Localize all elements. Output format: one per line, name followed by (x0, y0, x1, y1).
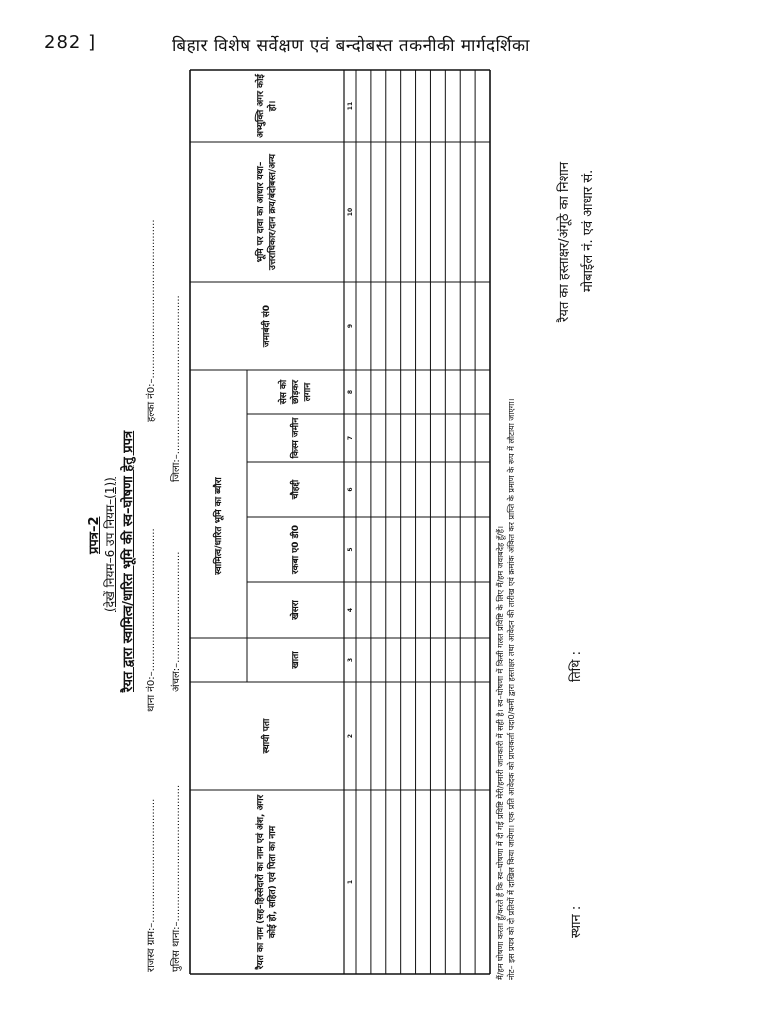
signature-label: रैयत का हस्ताक्षर/अंगूठे का निशान (557, 161, 572, 322)
column-header-c10: भूमि पर दावा का आधार यथा–उत्तराधिकार/दान क्रय/बंदोबस्त/अन्य (256, 154, 278, 270)
column-header-c6: चौहद्दी (290, 479, 301, 500)
police-station-field: पुलिस थाना:–........................................... (171, 784, 182, 972)
column-number: 1 (347, 879, 354, 885)
column-header-c11: अभ्युक्ति अगर कोई हो। (256, 74, 278, 138)
column-header-c3: खाता (290, 651, 301, 669)
district-field: जिला:–.................................................. (171, 295, 182, 482)
circle-field: अंचल:–................................... (171, 551, 182, 692)
form-rule-reference: (देखें नियम–6 उप नियम–(1)) (103, 477, 117, 612)
form-title: रैयत द्वारा स्वामित्व/धारित भूमि की स्व–घोषणा हेतु प्रपत्र (121, 430, 136, 692)
declaration-form (64, 62, 704, 982)
column-number: 9 (347, 323, 354, 329)
column-number: 6 (347, 487, 354, 492)
column-header-c2: स्थायी पता (262, 718, 272, 754)
column-header-c4: खेसरा (290, 600, 301, 620)
contact-label: मोबाईल नं. एवं आधार सं. (581, 169, 596, 292)
column-number: 4 (347, 607, 354, 613)
book-title: बिहार विशेष सर्वेक्षण एवं बन्दोबस्त तकनीकी मार्गदर्शिका (172, 36, 530, 56)
column-header-group: स्वामित्व/धारित भूमि का ब्यौरा (213, 477, 224, 575)
column-number: 2 (347, 733, 354, 739)
halka-no-field: हल्का नं0:–.................................................. (146, 219, 157, 422)
column-number: 11 (347, 101, 354, 111)
form-number: प्रपत्र–2 (87, 516, 102, 554)
page-number: 282 ] (44, 32, 97, 53)
filing-note: नोट– इस प्रपत्र को दो प्रतियों में दाखिल किया जायेगा। एक प्रति आवेदक को प्राप्तकर्ता पदा0/कर्मी द्वारा हस्ताक्षर तथा आवेदन की तारीख एवं क्रमांक अंकित कर प्राप्ति के प्रमाण के रूप में लौटाया जाएगा। (507, 398, 516, 980)
column-header-c1: रैयत का नाम (सह–हिस्सेदारों का नाम एवं अंश, अगर कोई हो, सहित) एवं पिता का नाम (256, 794, 278, 970)
date-label: तिथि : (569, 651, 584, 682)
column-number: 5 (347, 547, 354, 552)
column-number: 8 (347, 389, 354, 395)
column-number: 3 (347, 657, 354, 663)
column-header-c5: रकबा ए0 डी0 (290, 525, 301, 574)
declaration-text: मैं/हम घोषणा करता हूँ/करते हैं कि स्व–घोषणा में दी गई प्रविष्टि मेरी/हमारी जानकारी में सही है। स्व–घोषणा में किसी गलत प्रविष्टि के लिए मैं/हम जवाबदेह हूँ/हैं। (496, 526, 505, 980)
column-header-c9: जमाबंदी सं0 (262, 304, 272, 348)
column-header-c7: किस्म जमीन (290, 417, 301, 459)
column-header-c8: सेस को छोड़कर लगान (278, 379, 313, 405)
page-header (0, 0, 768, 64)
police-station-no-field: थाना नं0:–............................................. (146, 528, 157, 712)
revenue-village-field: राजस्व ग्राम:–....................................... (146, 798, 157, 972)
column-number: 10 (347, 207, 354, 217)
column-number: 7 (347, 435, 354, 441)
place-label: स्थान : (569, 905, 584, 938)
form-table-grid (64, 62, 704, 982)
